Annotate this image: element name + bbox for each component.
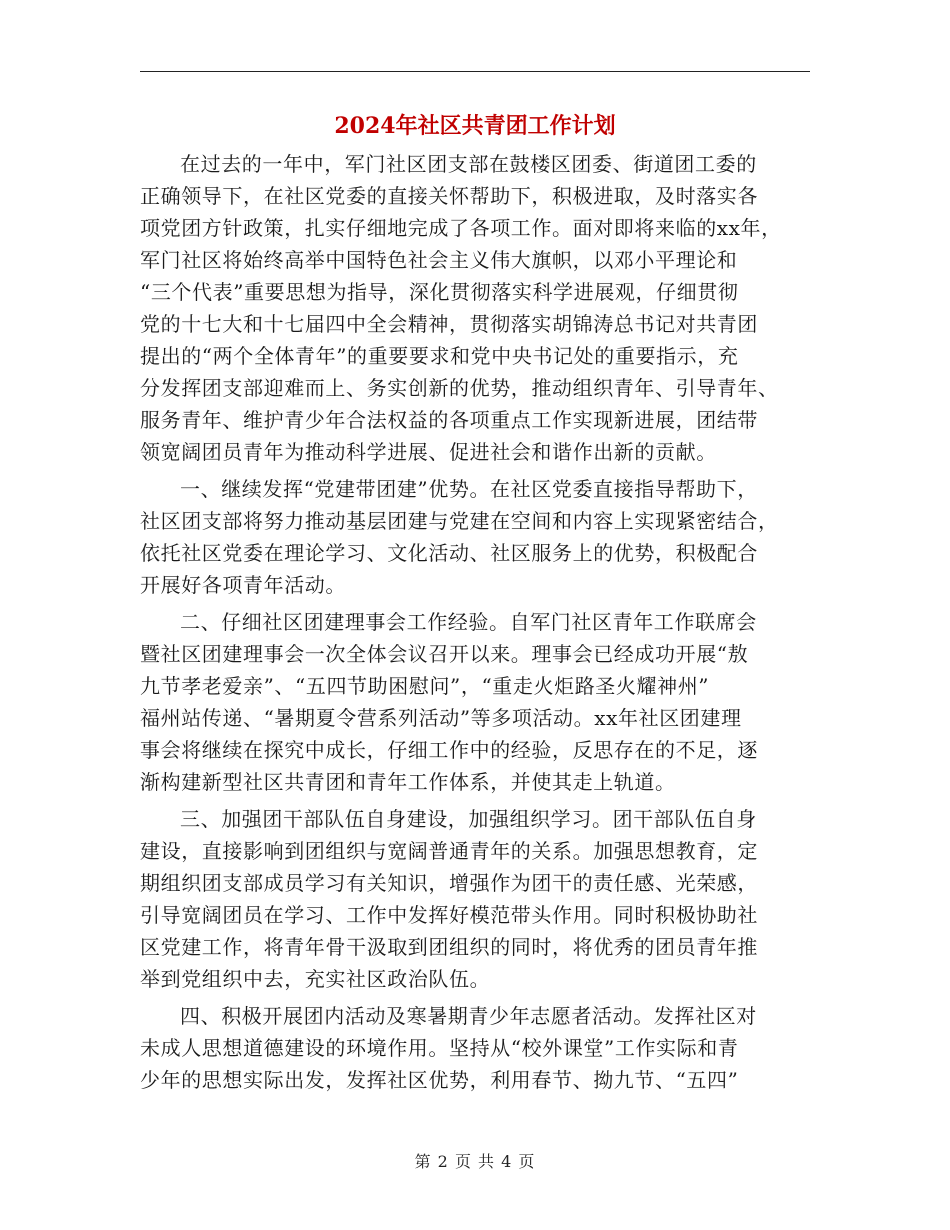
text-line: 期组织团支部成员学习有关知识，增强作为团干的责任感、光荣感， <box>140 871 758 895</box>
paragraph-intro <box>140 148 810 468</box>
text-line: 少年的思想实际出发，发挥社区优势，利用春节、拗九节、“五四” <box>140 1068 739 1092</box>
text-line: 区党建工作，将青年骨干汲取到团组织的同时，将优秀的团员青年推 <box>140 935 758 959</box>
text-line: 九节孝老爱亲”、“五四节助困慰问”，“重走火炬路圣火耀神州” <box>140 674 710 698</box>
text-line: 依托社区党委在理论学习、文化活动、社区服务上的优势，积极配合 <box>140 541 758 565</box>
text-line: 福州站传递、“暑期夏令营系列活动”等多项活动。xx年社区团建理 <box>140 706 742 730</box>
text-line: 领宽阔团员青年为推动科学进展、促进社会和谐作出新的贡献。 <box>140 440 717 464</box>
text-line: 三、加强团干部队伍自身建设，加强组织学习。团干部队伍自身 <box>180 807 757 831</box>
text-line: 服务青年、维护青少年合法权益的各项重点工作实现新进展，团结带 <box>140 408 758 432</box>
text-line: 事会将继续在探究中成长，仔细工作中的经验，反思存在的不足，逐 <box>140 738 758 762</box>
text-line: 社区团支部将努力推动基层团建与党建在空间和内容上实现紧密结合， <box>140 509 779 533</box>
paragraph-section-3 <box>140 803 810 995</box>
text-line: 开展好各项青年活动。 <box>140 573 346 597</box>
header-rule <box>140 71 810 72</box>
text-line: 项党团方针政策，扎实仔细地完成了各项工作。面对即将来临的xx年， <box>140 216 782 240</box>
paragraph-section-1 <box>140 473 810 601</box>
document-title: 2024年社区共青团工作计划 <box>334 113 616 139</box>
paragraph-section-4 <box>140 1000 810 1096</box>
page-number-footer: 第 2 页 共 4 页 <box>414 1152 536 1171</box>
text-line: 党的十七大和十七届四中全会精神，贯彻落实胡锦涛总书记对共青团 <box>140 312 758 336</box>
text-line: 渐构建新型社区共青团和青年工作体系，并使其走上轨道。 <box>140 770 676 794</box>
text-line: 一、继续发挥“党建带团建”优势。在社区党委直接指导帮助下， <box>180 477 758 501</box>
document-body <box>140 148 810 1101</box>
text-line: 正确领导下，在社区党委的直接关怀帮助下，积极进取，及时落实各 <box>140 184 758 208</box>
text-line: 二、仔细社区团建理事会工作经验。自军门社区青年工作联席会 <box>180 610 757 634</box>
text-line: 暨社区团建理事会一次全体会议召开以来。理事会已经成功开展“敖 <box>140 642 749 666</box>
text-line: “三个代表”重要思想为指导，深化贯彻落实科学进展观，仔细贯彻 <box>140 280 739 304</box>
paragraph-section-2 <box>140 606 810 798</box>
text-line: 建设，直接影响到团组织与宽阔普通青年的关系。加强思想教育，定 <box>140 839 758 863</box>
text-line: 四、积极开展团内活动及寒暑期青少年志愿者活动。发挥社区对 <box>180 1004 757 1028</box>
text-line: 未成人思想道德建设的环境作用。坚持从“校外课堂”工作实际和青 <box>140 1036 739 1060</box>
text-line: 举到党组织中去，充实社区政治队伍。 <box>140 967 491 991</box>
text-line: 在过去的一年中，军门社区团支部在鼓楼区团委、街道团工委的 <box>180 152 757 176</box>
text-line: 军门社区将始终高举中国特色社会主义伟大旗帜，以邓小平理论和 <box>140 248 738 272</box>
text-line: 提出的“两个全体青年”的重要要求和党中央书记处的重要指示，充 <box>140 344 739 368</box>
text-line: 引导宽阔团员在学习、工作中发挥好模范带头作用。同时积极协助社 <box>140 903 758 927</box>
text-line: 分发挥团支部迎难而上、务实创新的优势，推动组织青年、引导青年、 <box>140 376 779 400</box>
